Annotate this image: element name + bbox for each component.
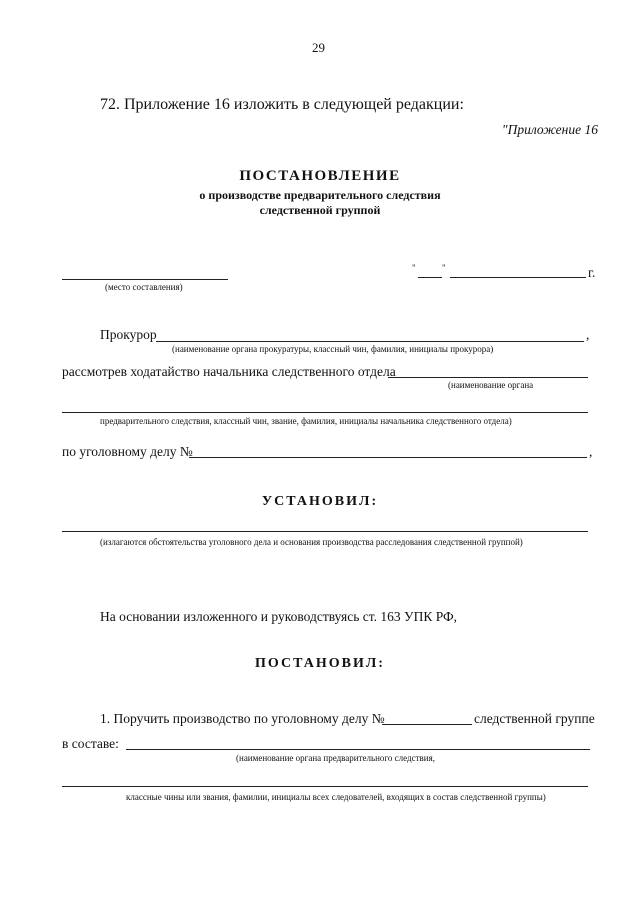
date-quote-open: " [412, 263, 416, 273]
established-field-line [62, 531, 588, 532]
item1-suffix: следственной группе [474, 711, 595, 726]
established-heading: УСТАНОВИЛ: [261, 494, 379, 509]
place-caption: (место составления) [105, 282, 183, 292]
page-number: 29 [312, 40, 325, 55]
considered-field-line [388, 377, 588, 378]
prosecutor-label: Прокурор [100, 327, 157, 342]
intro-text: 72. Приложение 16 изложить в следующей редакции: [100, 96, 464, 113]
appendix-label: "Приложение 16 [501, 122, 598, 137]
resolved-heading: ПОСТАНОВИЛ: [255, 656, 385, 671]
prosecutor-caption: (наименование органа прокуратуры, классный чин, фамилия, инициалы прокурора) [172, 344, 494, 354]
considered-caption: (наименование органа [448, 380, 534, 390]
members-field-line [62, 786, 588, 787]
date-month-line [450, 277, 586, 278]
investigation-field-line [62, 412, 588, 413]
case-end: , [589, 444, 593, 459]
place-field-line [62, 279, 228, 280]
prosecutor-end: , [586, 327, 590, 342]
considered-label: рассмотрев ходатайство начальника следственного отдела [62, 364, 396, 379]
date-quote-close: " [442, 263, 446, 273]
date-suffix: г. [588, 265, 596, 280]
item1-prefix: 1. Поручить производство по уголовному делу № [100, 711, 385, 726]
established-caption: (излагаются обстоятельства уголовного дела и основания производства расследования следственной группой) [100, 537, 523, 547]
investigation-caption: предварительного следствия, классный чин, звание, фамилия, инициалы начальника следственного отдела) [100, 416, 512, 426]
document-subtitle-2: следственной группой [259, 203, 381, 217]
item1-case-number-line [382, 724, 472, 725]
document-subtitle-1: о производстве предварительного следствия [199, 188, 441, 202]
case-number-line [189, 457, 587, 458]
prosecutor-field-line [156, 341, 584, 342]
composition-caption: (наименование органа предварительного следствия, [236, 753, 435, 763]
date-day-line [418, 277, 442, 278]
composition-field-line [126, 749, 590, 750]
basis-text: На основании изложенного и руководствуясь ст. 163 УПК РФ, [100, 609, 458, 624]
composition-label: в составе: [62, 736, 119, 751]
document-title: ПОСТАНОВЛЕНИЕ [239, 168, 401, 184]
case-label: по уголовному делу № [62, 444, 193, 459]
members-caption: классные чины или звания, фамилии, инициалы всех следователей, входящих в состав следственной группы) [126, 792, 546, 802]
